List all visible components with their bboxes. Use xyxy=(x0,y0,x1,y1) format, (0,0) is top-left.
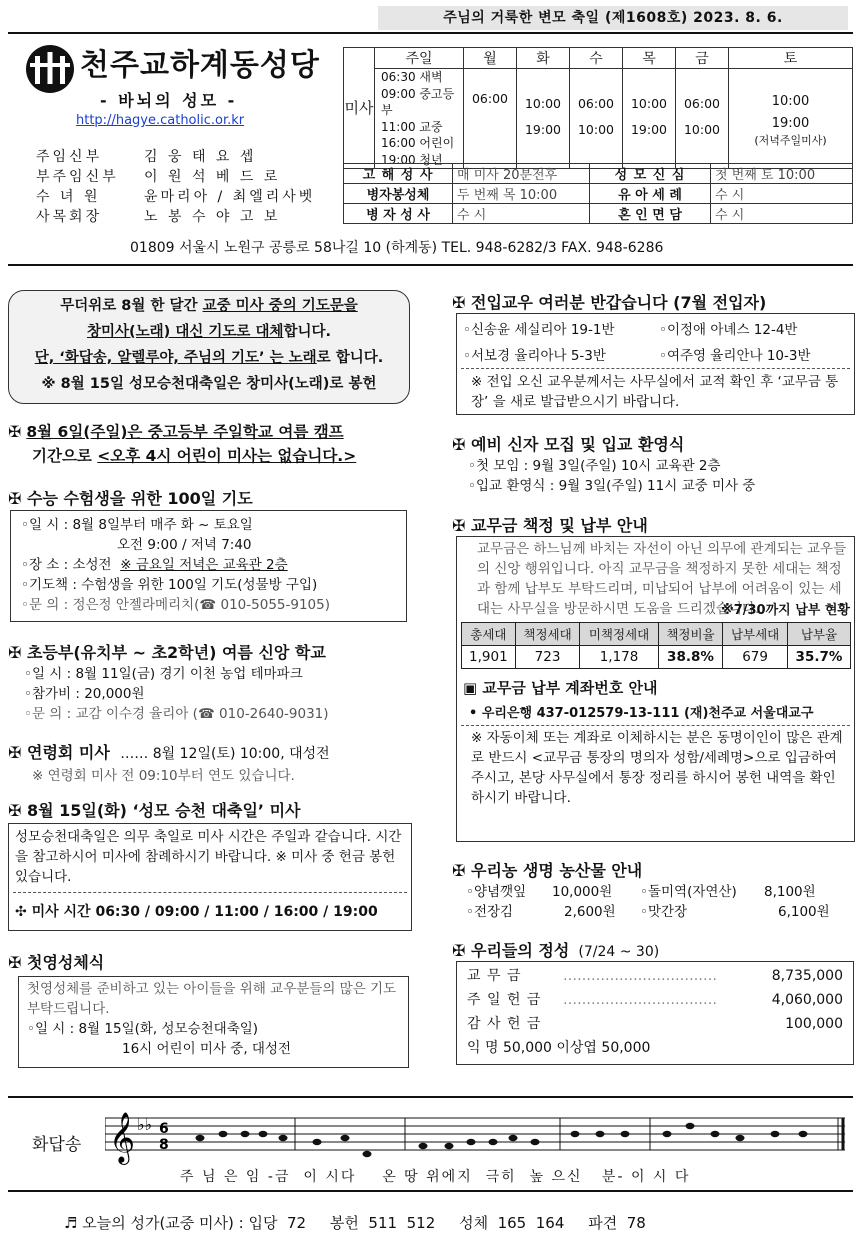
communion-box: 첫영성체를 준비하고 있는 아이들을 위해 교우분들의 많은 기도 부탁드립니다. ◦ 일 시 : 8월 15일(화, 성모승천대축일) 16시 어린이 미사 중, 대성전 xyxy=(18,976,409,1068)
offering-row: 교 무 금 …………………………… 8,735,000 xyxy=(467,968,843,984)
offerings-title: ✠ 우리들의 정성 (7/24 ~ 30) xyxy=(452,941,660,960)
staff-list xyxy=(36,146,326,226)
monday-times: 06:00 xyxy=(464,69,517,169)
memorial-mass: ✠ 연령회 미사 …… 8월 12일(토) 10:00, 대성전 xyxy=(8,743,330,762)
svg-text:6: 6 xyxy=(159,1121,169,1137)
day-header: 주일 xyxy=(375,48,464,69)
offerings-box: 교 무 금 …………………………… 8,735,000 주 일 헌 금 …………………………… 4,060,000 감 사 헌 금 100,000 익 명 50,000 이상엽 50,000 xyxy=(456,961,854,1065)
sunday-times: 06:30 새벽 09:00 중고등부 11:00 교중 16:00 어린이 19:00 청년 xyxy=(375,69,464,169)
wednesday-times: 06:00 10:00 xyxy=(570,69,623,169)
prayer100-box: ◦ 일 시 : 8월 8일부터 매주 화 ~ 토요일 오전 9:00 / 저녁 7:40 ◦ 장 소 : 소성전 ※ 금요일 저녁은 교육관 2층 ◦ 기도책 : 수험생을 위한 100일 기도(성물방 구입) ◦ 문 의 : 정은정 안젤라메리치(☎ 010-5055-9105) xyxy=(10,510,407,622)
offering-row: 감 사 헌 금 100,000 xyxy=(467,1016,843,1032)
day-header: 수 xyxy=(570,48,623,69)
parish-address: 01809 서울시 노원구 공릉로 58나길 10 (하계동) TEL. 948-6282/3 FAX. 948-6286 xyxy=(130,240,664,256)
svg-text:♭♭: ♭♭ xyxy=(137,1115,153,1134)
dues-title: ✠ 교무금 책정 및 납부 안내 xyxy=(452,516,648,535)
dues-status-table: 총세대 책정세대 미책정세대 책정비율 납부세대 납부율 1,901 723 1,178 38.8% 679 35.7% xyxy=(461,622,851,669)
psalm-bottom-divider xyxy=(8,1190,853,1192)
catechumen-details: ◦ 첫 모임 : 9월 3일(주일) 10시 교육관 2층 ◦ 입교 환영식 : 9월 3일(주일) 11시 교중 미사 중 xyxy=(468,456,755,496)
tuesday-times: 10:00 19:00 xyxy=(517,69,570,169)
catechumen-title: ✠ 예비 신자 모집 및 입교 환영식 xyxy=(452,435,685,454)
day-header: 목 xyxy=(623,48,676,69)
new-members-box: ◦ 신송윤 세실리아 19-1반 ◦ 이정애 아녜스 12-4반 ◦ 서보경 율리아나 5-3반 ◦ 여주영 율리안나 10-3반 ※ 전입 오신 교우분께서는 사무실에서 교적 확인 후 ‘교무금 통장’ 을 새로 발급받으시기 바랍니다. xyxy=(456,313,855,415)
produce-title: ✠ 우리농 생명 농산물 안내 xyxy=(452,861,643,880)
mass-schedule-table xyxy=(343,47,853,169)
prayer100-title: ✠ 수능 수험생을 위한 100일 기도 xyxy=(8,489,253,508)
memorial-note: ※ 연령회 미사 전 09:10부터 연도 있습니다. xyxy=(32,768,295,784)
psalm-music-staff xyxy=(105,1106,845,1166)
saturday-times: 10:00 19:00 (저녁주일미사) xyxy=(729,69,853,169)
top-divider xyxy=(8,32,853,34)
communion-title: ✠ 첫영성체식 xyxy=(8,953,105,972)
day-header: 토 xyxy=(729,48,853,69)
summer-school-title: ✠ 초등부(유치부 ~ 초2학년) 여름 신앙 학교 xyxy=(8,643,326,662)
day-header: 화 xyxy=(517,48,570,69)
psalm-label: 화답송 xyxy=(32,1135,82,1155)
dues-box: 교무금은 하느님께 바치는 자선이 아닌 의무에 관계되는 교우들의 신앙 행위입니다. 아직 교무금을 책정하지 못한 세대는 책정과 함께 납부도 부탁드리며, 미납되어 납부에 어려움이 있는 세대는 사무실을 방문하시면 도움을 드리겠습니다. ※7/30까지 납부 현황 총세대 책정세대 미책정세대 책정비율 납부세대 납부율 1,901 723 1,178 38.8% 679 35.7% ▣ 교무금 납부 계좌번호 안내 • 우리은행 437-012579-13-111 (재)천주교 서울대교구 ※ 자동이체 또는 계좌로 이체하시는 분은 동명이인이 많은 관계로 반드시 <교무금 통장의 명의자 성함/세례명>으로 입금하여 주시고, 본당 사무실에서 통장 정리를 하시어 봉헌 내역을 확인하시기 바랍니다. xyxy=(456,536,855,842)
sacrament-table: 고 해 성 사 매 미사 20분전후 성 모 신 심 첫 번째 토 10:00 병자봉성체 두 번째 목 10:00 유 아 세 례 수 시 병 자 성 사 수 시 혼 인 면 담 수 시 xyxy=(343,163,853,224)
friday-times: 06:00 10:00 xyxy=(676,69,729,169)
day-header: 금 xyxy=(676,48,729,69)
offering-row: 주 일 헌 금 …………………………… 4,060,000 xyxy=(467,992,843,1008)
issue-title-bar: 주님의 거룩한 변모 축일 (제1608호) 2023. 8. 6. xyxy=(378,6,848,30)
summer-school-details: ◦ 일 시 : 8월 11일(금) 경기 이천 농업 테마파크 ◦ 참가비 : 20,000원 ◦ 문 의 : 교감 이수경 율리아 (☎ 010-2640-9031) xyxy=(24,664,329,724)
produce-list: ◦ 양념깻잎 10,000원 ◦ 돌미역(자연산) 8,100원 ◦ 전장김 2,600원 ◦ 맛간장 6,100원 xyxy=(466,882,846,922)
parish-subtitle: - 바뇌의 성모 - xyxy=(100,91,238,110)
parish-url-link[interactable]: http://hagye.catholic.or.kr xyxy=(76,113,245,128)
day-header: 월 xyxy=(464,48,517,69)
psalm-top-divider xyxy=(8,1096,853,1098)
camp-notice: ✠ 8월 6일(주일)은 중고등부 주일학교 여름 캠프 기간으로 <오후 4시 어린이 미사는 없습니다.> xyxy=(8,423,357,465)
music-note-icon: ♬ xyxy=(64,1214,78,1232)
summer-notice-box: 무더위로 8월 한 달간 교중 미사 중의 기도문을 창미사(노래) 대신 기도로 대체합니다. 단, ‘화답송, 알렐루야, 주님의 기도’ 는 노래로 합니다. ※ 8월 15일 성모승천대축일은 창미사(노래)로 봉헌 xyxy=(8,290,410,404)
hymn-numbers: ♬ 오늘의 성가(교중 미사) : 입당 72 봉헌 511 512 성체 165 164 파견 78 xyxy=(64,1214,646,1232)
svg-text:8: 8 xyxy=(159,1137,169,1153)
parish-logo-icon xyxy=(24,43,76,95)
new-members-title: ✠ 전입교우 여러분 반갑습니다 (7월 전입자) xyxy=(452,293,767,312)
staff-row: 주임신부 김 웅 태 요 셉 xyxy=(36,149,257,165)
staff-row: 부주임신부 이 원 석 베 드 로 xyxy=(36,169,281,185)
thursday-times: 10:00 19:00 xyxy=(623,69,676,169)
svg-text:𝄞: 𝄞 xyxy=(109,1112,136,1163)
staff-row: 사목회장 노 봉 수 야 고 보 xyxy=(36,209,281,225)
parish-name: 천주교하계동성당 xyxy=(80,48,320,83)
mass-label: 미사 xyxy=(344,48,375,169)
header-divider xyxy=(8,264,853,266)
assumption-title: ✠ 8월 15일(화) ‘성모 승천 대축일’ 미사 xyxy=(8,801,301,820)
psalm-lyrics: 주 님 은 임 -금 이 시다 온 땅 위에지 극히 높 으신 분- 이 시 다 xyxy=(180,1169,691,1185)
assumption-box: 성모승천대축일은 의무 축일로 미사 시간은 주일과 같습니다. 시간을 참고하시어 미사에 참례하시기 바랍니다. ※ 미사 중 헌금 봉헌 있습니다. ✣ 미사 시간 06:30 / 09:00 / 11:00 / 16:00 / 19:00 xyxy=(8,823,412,931)
staff-row: 수 녀 원 윤마리아 / 최엘리사벳 xyxy=(36,189,316,205)
